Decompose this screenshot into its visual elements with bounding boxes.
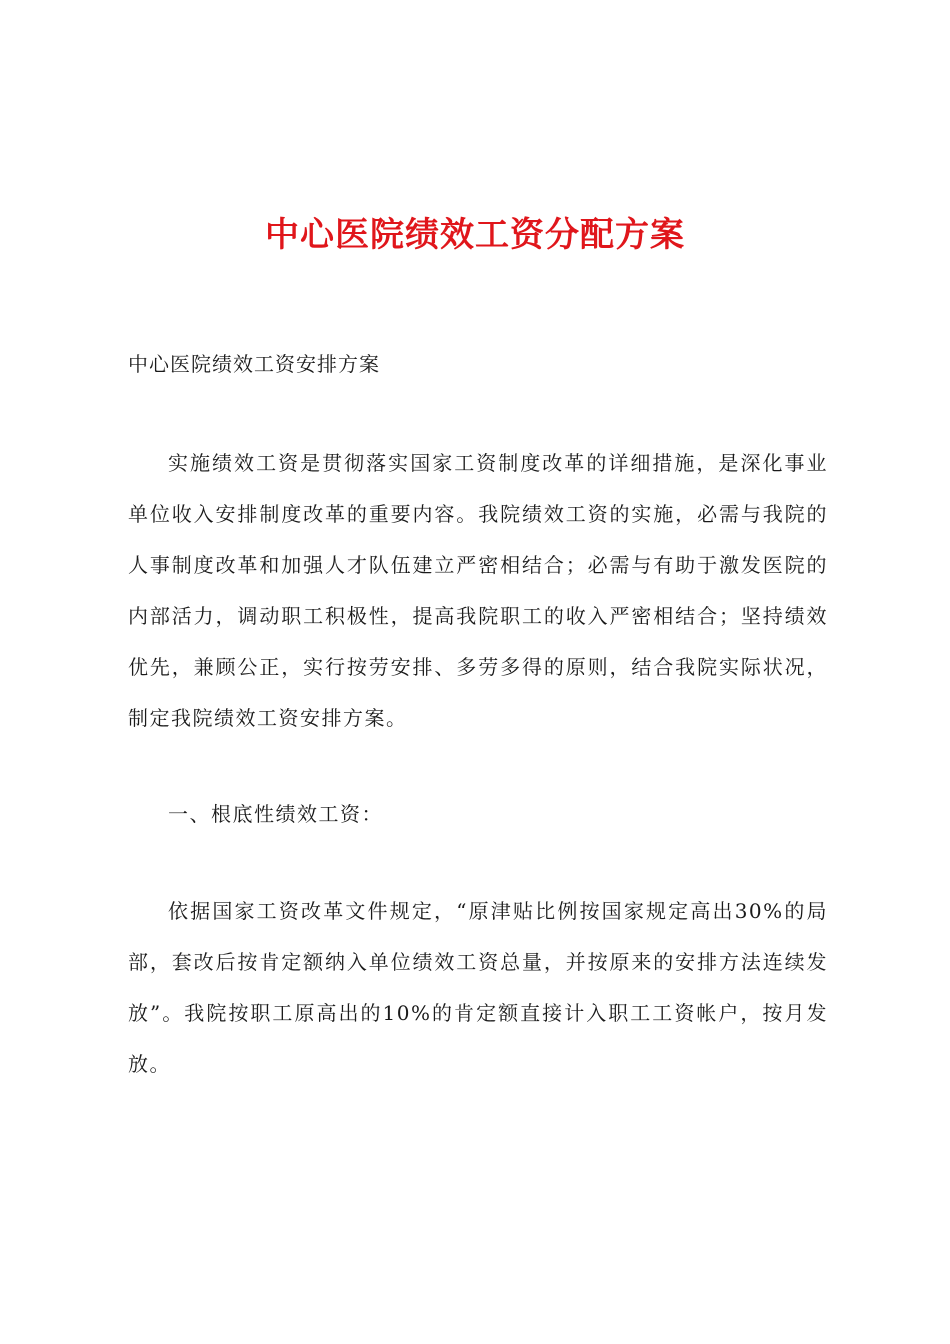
document-subtitle: 中心医院绩效工资安排方案 [128,352,380,376]
body-paragraph-basic-performance-pay: 依据国家工资改革文件规定，“原津贴比例按国家规定高出30%的局部，套改后按肯定额纳入单位绩效工资总量，并按原来的安排方法连续发放”。我院按职工原高出的10%的肯定额直接计入职工工资帐户，按月发放。 [128,899,828,1076]
section-heading-basic-performance-pay: 一、根底性绩效工资： [168,802,383,826]
document-title: 中心医院绩效工资分配方案 [265,215,685,255]
body-paragraph-intro: 实施绩效工资是贯彻落实国家工资制度改革的详细措施，是深化事业单位收入安排制度改革的重要内容。我院绩效工资的实施，必需与我院的人事制度改革和加强人才队伍建立严密相结合；必需与有助于激发医院的内部活力，调动职工积极性，提高我院职工的收入严密相结合；坚持绩效优先，兼顾公正，实行按劳安排、多劳多得的原则，结合我院实际状况，制定我院绩效工资安排方案。 [128,451,828,730]
